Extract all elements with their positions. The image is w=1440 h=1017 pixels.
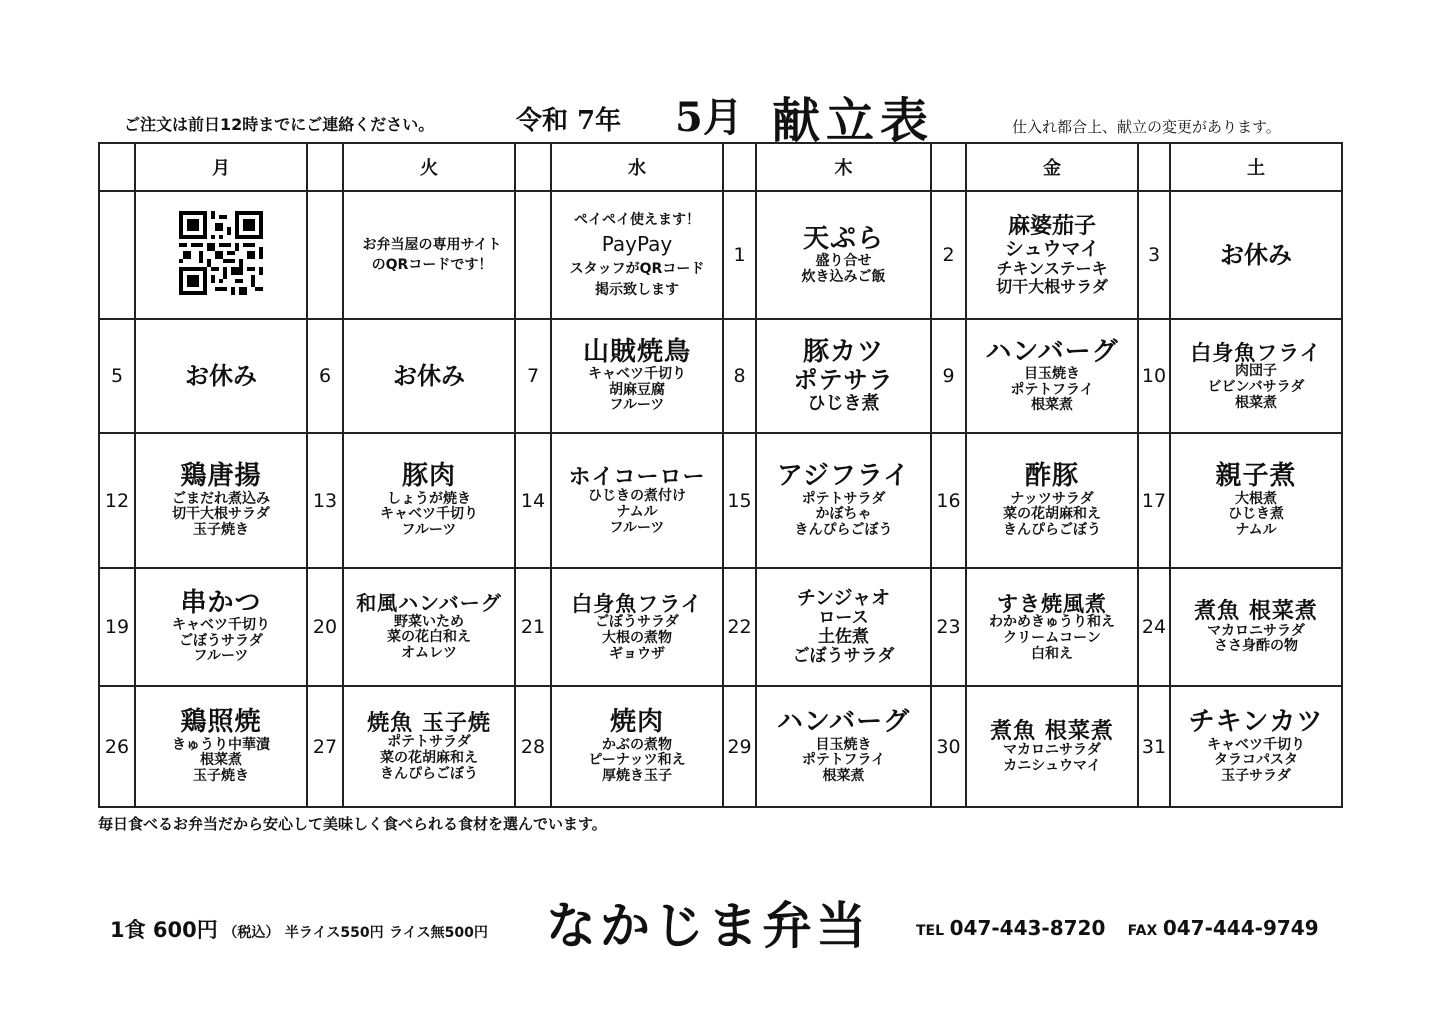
main-dish: 煮魚 根菜煮 — [1194, 598, 1318, 625]
date-23: 23 — [931, 568, 966, 686]
site-info-line2: のQRコードです！ — [371, 257, 493, 273]
menu-day-12 — [135, 433, 307, 568]
menu-day-9 — [966, 319, 1138, 433]
main-dish: 豚カツ — [802, 336, 884, 367]
side-dish: 野菜いため — [394, 613, 464, 630]
side-dish: きゅうり中華漬 — [172, 736, 270, 753]
main-dish: ホイコーロー — [568, 463, 706, 490]
menu-day-10 — [1170, 319, 1342, 433]
side-dish: マカロニサラダ — [1003, 742, 1101, 759]
side-dish: ギョウザ — [609, 645, 665, 662]
side-dish: ピーナッツ和え — [588, 752, 686, 769]
side-dish: キャベツ千切り — [380, 506, 478, 523]
menu-day-13 — [343, 433, 515, 568]
main-dish: チキンカツ — [1188, 707, 1324, 738]
side-dish: ポテトフライ — [801, 752, 886, 769]
side-dish: ごまだれ煮込み — [172, 490, 270, 507]
weekday-mon: 月 — [135, 143, 307, 191]
side-dish: 肉団子 — [1235, 363, 1277, 380]
site-info-cell — [343, 191, 515, 319]
side-dish: ナッツサラダ — [1010, 490, 1094, 507]
main-dish: 白身魚フライ — [571, 590, 703, 616]
weekday-fri: 金 — [966, 143, 1138, 191]
paypay-line3: 掲示致します — [595, 281, 679, 298]
page-title: 献立表 — [772, 93, 935, 149]
date-24: 24 — [1138, 568, 1170, 686]
main-dish: 親子煮 — [1215, 461, 1297, 492]
main-dish: すき焼風煮 — [997, 590, 1107, 616]
side-dish: フルーツ — [609, 519, 665, 536]
weekday-sat: 土 — [1170, 143, 1342, 191]
side-dish: 根菜煮 — [822, 767, 865, 784]
menu-day-31 — [1170, 686, 1342, 807]
date-27: 27 — [307, 686, 343, 807]
side-dish: ささ身酢の物 — [1214, 638, 1298, 655]
main-dish: 焼肉 — [609, 707, 664, 738]
site-info-line1: お弁当屋の専用サイト — [362, 236, 502, 253]
main-dish: 麻婆茄子 — [1007, 213, 1096, 240]
date-19: 19 — [99, 568, 135, 686]
menu-day-8 — [756, 319, 931, 433]
side-dish: 大根煮 — [1235, 490, 1277, 507]
era-year: 令和 7年 — [516, 106, 622, 136]
side-dish: キャベツ千切り — [1207, 736, 1305, 753]
date-10: 10 — [1138, 319, 1170, 433]
menu-day-16 — [966, 433, 1138, 568]
paypay-line1: ペイペイ使えます！ — [574, 212, 700, 229]
weekday-thu: 木 — [756, 143, 931, 191]
date-30: 30 — [931, 686, 966, 807]
menu-day-6 — [343, 319, 515, 433]
menu-day-14 — [551, 433, 723, 568]
side-dish: カニシュウマイ — [1003, 757, 1101, 774]
side-dish: 胡麻豆腐 — [609, 381, 665, 398]
menu-day-2 — [966, 191, 1138, 319]
side-dish: ナムル — [616, 503, 658, 520]
date-8: 8 — [723, 319, 756, 433]
date-15: 15 — [723, 433, 756, 568]
side-dish: わかめきゅうり和え — [989, 614, 1115, 631]
date-5: 5 — [99, 319, 135, 433]
side-dish: 玉子焼き — [193, 767, 249, 784]
side-dish: かぶの煮物 — [602, 736, 672, 753]
main-dish: 豚肉 — [401, 461, 456, 492]
menu-day-15 — [756, 433, 931, 568]
side-dish: 白和え — [1031, 645, 1073, 662]
menu-day-30 — [966, 686, 1138, 807]
paypay-line2: スタッフがQRコード — [569, 261, 705, 278]
date-26: 26 — [99, 686, 135, 807]
side-dish: クリームコーン — [1003, 629, 1101, 646]
side-dish: チキンステーキ — [996, 259, 1108, 279]
side-dish: 炊き込みご飯 — [801, 268, 886, 285]
side-dish: マカロニサラダ — [1207, 622, 1305, 639]
main-dish: 鶏照焼 — [180, 707, 262, 738]
month: 5月 — [675, 94, 743, 141]
week-row-4 — [99, 568, 1342, 686]
side-dish: 根菜煮 — [200, 752, 242, 769]
date-14: 14 — [515, 433, 551, 568]
price-half-rice: 半ライス550円 — [284, 925, 384, 941]
fax-label: FAX — [1127, 923, 1158, 939]
main-dish: 天ぷら — [802, 223, 884, 254]
side-dish: 菜の花胡麻和え — [380, 749, 478, 766]
menu-day-5 — [135, 319, 307, 433]
main-dish: 串かつ — [180, 587, 262, 618]
menu-day-22 — [756, 568, 931, 686]
weekday-header-row — [99, 143, 1342, 191]
date-17: 17 — [1138, 433, 1170, 568]
fax-number: 047-444-9749 — [1162, 916, 1319, 940]
contact-info — [916, 916, 1319, 940]
week-row-1 — [99, 191, 1342, 319]
side-dish: きんぴらごぼう — [794, 521, 893, 538]
side-dish: ポテトサラダ — [801, 490, 886, 507]
date-9: 9 — [931, 319, 966, 433]
side-dish: ポテサラ — [793, 365, 894, 395]
menu-day-7 — [551, 319, 723, 433]
main-dish: 鶏唐揚 — [180, 461, 262, 492]
main-dish: 山賊焼鳥 — [582, 336, 691, 367]
date-1: 1 — [723, 191, 756, 319]
qr-code-cell — [135, 191, 307, 319]
menu-calendar — [98, 142, 1343, 808]
price-no-rice: ライス無500円 — [389, 925, 488, 941]
week-row-2 — [99, 319, 1342, 433]
side-dish: ごぼうサラダ — [595, 614, 679, 631]
date-16: 16 — [931, 433, 966, 568]
side-dish: ナムル — [1235, 521, 1277, 538]
menu-day-3 — [1170, 191, 1342, 319]
side-dish: 盛り合せ — [815, 252, 872, 269]
weekday-wed: 水 — [551, 143, 723, 191]
menu-day-21 — [551, 568, 723, 686]
menu-day-1 — [756, 191, 931, 319]
side-dish: 根菜煮 — [1031, 397, 1073, 414]
side-dish: ひじき煮 — [1228, 506, 1284, 523]
menu-day-20 — [343, 568, 515, 686]
menu-day-27 — [343, 686, 515, 807]
main-dish: 酢豚 — [1024, 461, 1079, 492]
main-dish: 和風ハンバーグ — [356, 591, 502, 616]
qr-code-icon[interactable] — [179, 211, 263, 295]
date-29: 29 — [723, 686, 756, 807]
menu-day-29 — [756, 686, 931, 807]
price-tax: （税込） — [223, 925, 280, 941]
menu-day-23 — [966, 568, 1138, 686]
side-dish: 土佐煮 — [818, 627, 869, 648]
date-6: 6 — [307, 319, 343, 433]
side-dish: 厚焼き玉子 — [602, 767, 672, 784]
main-dish: アジフライ — [776, 461, 911, 492]
side-dish: ビビンバサラダ — [1207, 378, 1305, 395]
side-dish: かぼちゃ — [815, 506, 872, 523]
main-dish: チンジャオ — [796, 586, 891, 609]
tel-label: TEL — [916, 923, 945, 939]
date-21: 21 — [515, 568, 551, 686]
side-dish: ロース — [818, 608, 869, 629]
tel-number[interactable]: 047-443-8720 — [949, 916, 1106, 940]
side-dish: ごぼうサラダ — [179, 632, 263, 649]
closed-label: お休み — [393, 360, 465, 390]
price-info — [110, 914, 488, 944]
order-deadline-note: ご注文は前日12時までにご連絡ください。 — [124, 115, 435, 134]
side-dish: ごぼうサラダ — [792, 646, 895, 667]
side-dish: タラコパスタ — [1214, 752, 1298, 769]
side-dish: フルーツ — [401, 521, 457, 538]
side-dish: きんぴらごぼう — [1003, 521, 1101, 538]
main-dish: 焼魚 玉子焼 — [367, 709, 491, 736]
date-2: 2 — [931, 191, 966, 319]
side-dish: ポテトフライ — [1010, 381, 1094, 398]
side-dish: 玉子サラダ — [1221, 767, 1291, 784]
main-dish: ハンバーグ — [985, 336, 1119, 367]
price-main: 1食 600円 — [110, 918, 218, 942]
date-31: 31 — [1138, 686, 1170, 807]
side-dish: 菜の花胡麻和え — [1003, 506, 1101, 523]
side-dish: 目玉焼き — [1024, 366, 1080, 383]
menu-day-19 — [135, 568, 307, 686]
date-28: 28 — [515, 686, 551, 807]
side-dish: ポテトサラダ — [387, 734, 471, 751]
menu-day-17 — [1170, 433, 1342, 568]
date-12: 12 — [99, 433, 135, 568]
side-dish: 菜の花白和え — [387, 629, 471, 646]
paypay-brand: PayPay — [601, 232, 673, 257]
menu-change-note: 仕入れ都合上、献立の変更があります。 — [1012, 118, 1281, 136]
date-22: 22 — [723, 568, 756, 686]
menu-day-24 — [1170, 568, 1342, 686]
closed-label: お休み — [1220, 239, 1292, 269]
side-dish: 目玉焼き — [815, 736, 872, 753]
side-dish: フルーツ — [193, 648, 249, 665]
menu-day-26 — [135, 686, 307, 807]
side-dish: ひじき煮 — [807, 392, 880, 414]
menu-day-28 — [551, 686, 723, 807]
date-7: 7 — [515, 319, 551, 433]
date-20: 20 — [307, 568, 343, 686]
date-3: 3 — [1138, 191, 1170, 319]
main-dish: ハンバーグ — [776, 707, 911, 738]
side-dish: 切干大根サラダ — [172, 506, 270, 523]
ingredients-note: 毎日食べるお弁当だから安心して美味しく食べられる食材を選んでいます。 — [98, 815, 607, 833]
week-row-3 — [99, 433, 1342, 568]
side-dish: シュウマイ — [1004, 237, 1100, 260]
shop-brand-logo: なかじま弁当 — [546, 896, 870, 955]
side-dish: しょうが焼き — [387, 490, 471, 507]
side-dish: オムレツ — [401, 645, 457, 662]
weekday-tue: 火 — [343, 143, 515, 191]
side-dish: きんぴらごぼう — [380, 765, 478, 782]
side-dish: 切干大根サラダ — [996, 276, 1108, 296]
closed-label: お休み — [185, 360, 257, 390]
side-dish: ひじきの煮付け — [588, 488, 686, 505]
paypay-info-cell — [551, 191, 723, 319]
side-dish: キャベツ千切り — [172, 617, 270, 634]
main-dish: 煮魚 根菜煮 — [990, 717, 1114, 744]
date-13: 13 — [307, 433, 343, 568]
side-dish: 大根の煮物 — [602, 629, 672, 646]
main-dish: 白身魚フライ — [1190, 339, 1322, 365]
side-dish: 根菜煮 — [1235, 394, 1277, 411]
side-dish: 玉子焼き — [193, 521, 249, 538]
side-dish: キャベツ千切り — [588, 366, 686, 383]
week-row-5 — [99, 686, 1342, 807]
side-dish: フルーツ — [609, 397, 665, 414]
